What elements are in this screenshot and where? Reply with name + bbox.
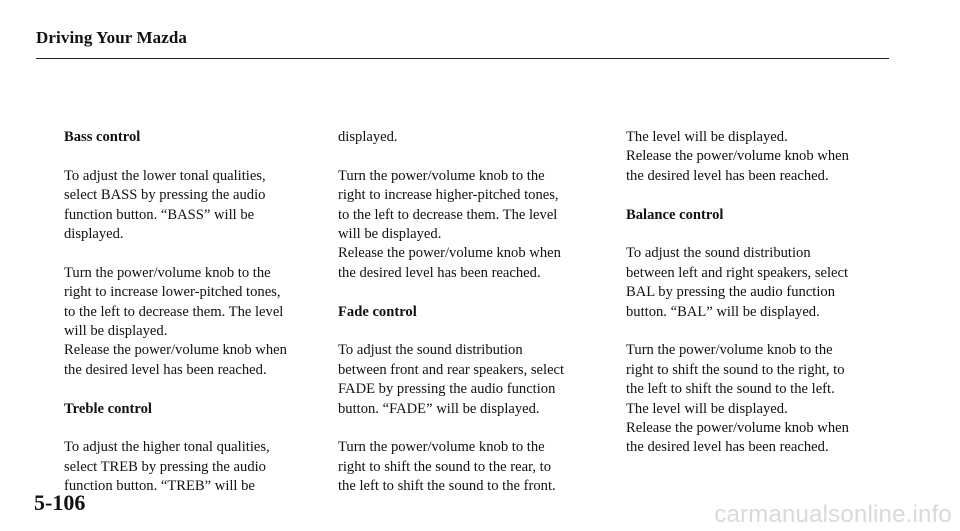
column-1 [64, 128, 342, 516]
page-number: 5-106 [34, 490, 86, 515]
paragraph: To adjust the sound distribution between front and rear speakers, select FADE by pressing the audio function button. “FADE” will be displayed. [338, 342, 565, 417]
paragraph: Turn the power/volume knob to the right to shift the sound to the rear, to the left to shift the sound to the front. [338, 439, 556, 495]
paragraph: Turn the power/volume knob to the right to increase higher-pitched tones, to the left to decrease them. The level will be displayed. Release the power/volume knob when the desired level has been reached. [338, 167, 561, 281]
column-3 [626, 128, 904, 477]
section-heading-bass: Bass control [64, 129, 141, 145]
section-heading-balance: Balance control [626, 206, 724, 223]
paragraph: Turn the power/volume knob to the right to increase lower-pitched tones, to the left to decrease them. The level will be displayed. Release the power/volume knob when the desired level has been reached. [64, 264, 287, 378]
paragraph: To adjust the lower tonal qualities, select BASS by pressing the audio function button. “BASS” will be displayed. [64, 167, 266, 243]
paragraph: To adjust the higher tonal qualities, select TREB by pressing the audio function button. “TREB” will be [64, 439, 270, 495]
paragraph: Turn the power/volume knob to the right to shift the sound to the right, to the left to shift the sound to the left. The level will be displayed. Release the power/volume knob when the desired level has been reached. [626, 342, 849, 456]
page-header-title: Driving Your Mazda [36, 28, 188, 47]
paragraph: displayed. [338, 129, 398, 145]
section-heading-fade: Fade control [338, 303, 417, 320]
column-2 [338, 128, 616, 516]
paragraph: The level will be displayed. Release the power/volume knob when the desired level has been reached. [626, 129, 849, 184]
paragraph: To adjust the sound distribution between left and right speakers, select BAL by pressing the audio function button. “BAL” will be displayed. [626, 245, 849, 320]
header-divider [36, 58, 889, 59]
section-heading-treble: Treble control [64, 400, 152, 417]
watermark: carmanualsonline.info [714, 501, 952, 528]
